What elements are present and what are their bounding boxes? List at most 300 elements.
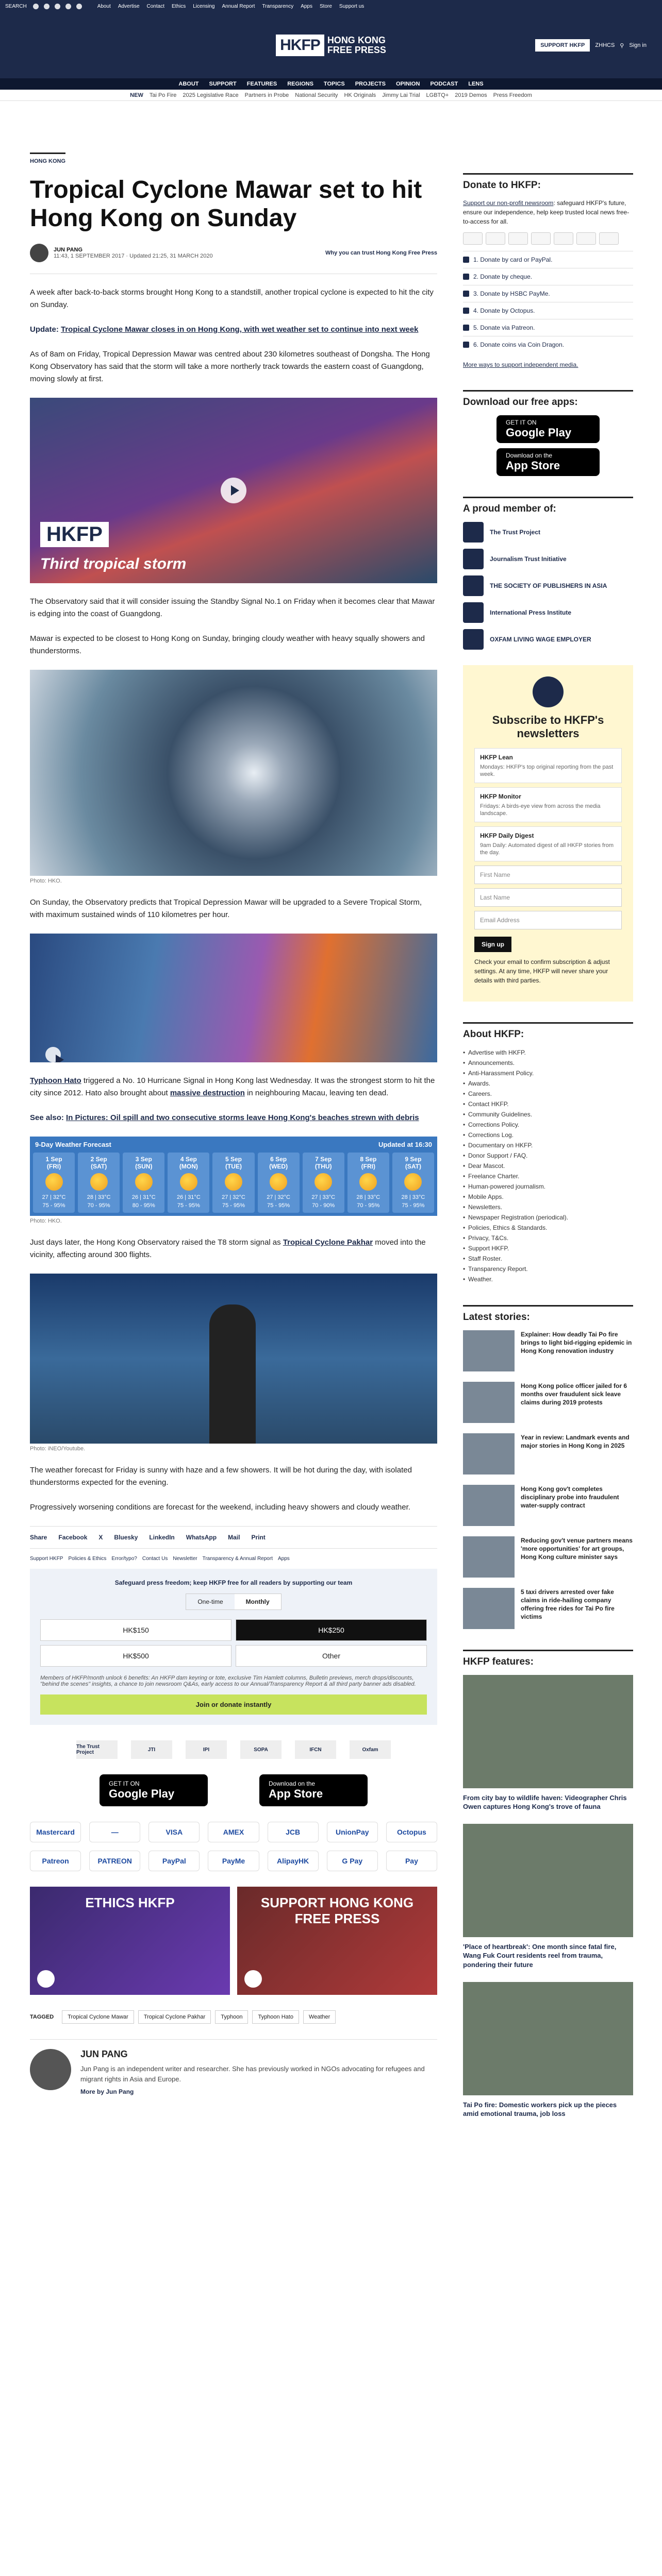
image-caption: Photo: iNEO/Youtube. bbox=[30, 1446, 86, 1452]
trending-link[interactable]: Press Freedom bbox=[493, 92, 532, 98]
forecast-weekday: (SAT) bbox=[405, 1163, 421, 1171]
top-link-1[interactable]: Advertise bbox=[118, 3, 140, 9]
satellite-image bbox=[30, 670, 437, 876]
pakhar-paragraph bbox=[30, 1236, 437, 1261]
newsletter-title: Subscribe to HKFP's newsletters bbox=[492, 714, 604, 740]
about-link[interactable]: • Awards. bbox=[463, 1078, 633, 1089]
payment-logo: Patreon bbox=[30, 1851, 81, 1871]
amount-option[interactable]: HK$150 bbox=[40, 1619, 231, 1641]
donate-option[interactable]: 3. Donate by HSBC PayMe. bbox=[463, 285, 633, 302]
forecast-date: 1 Sep bbox=[45, 1156, 62, 1163]
promo-title: ETHICS HKFP bbox=[85, 1895, 175, 1911]
new-label: NEW bbox=[130, 92, 143, 98]
top-link-9[interactable]: Support us bbox=[339, 3, 365, 9]
paragraph: The Observatory said that it will consider issuing the Standby Signal No.1 on Friday when it becomes clear that Mawar is edging into the coast of Guangdong. bbox=[30, 597, 435, 619]
more-ways-link[interactable]: More ways to support independent media. bbox=[463, 361, 578, 368]
about-link[interactable]: • Careers. bbox=[463, 1089, 633, 1099]
main-nav bbox=[0, 78, 662, 90]
story-headline[interactable]: Year in review: Landmark events and major stories in Hong Kong in 2025 bbox=[521, 1433, 630, 1449]
top-link-6[interactable]: Transparency bbox=[262, 3, 294, 9]
app-stores bbox=[30, 1774, 437, 1806]
forecast-date: 6 Sep bbox=[270, 1156, 287, 1163]
paragraph: The weather forecast for Friday is sunny with haze and a few showers. It will be hot during the day, with isolated thunderstorms expected for the evening. bbox=[30, 1466, 412, 1487]
update-paragraph bbox=[30, 324, 437, 336]
visa-icon bbox=[486, 232, 505, 245]
about-link[interactable]: • Human-powered journalism. bbox=[463, 1181, 633, 1192]
top-link-7[interactable]: Apps bbox=[301, 3, 312, 9]
one-time-option[interactable]: One-time bbox=[197, 1598, 223, 1606]
store-name: App Store bbox=[269, 1787, 323, 1801]
amount-option[interactable]: HK$500 bbox=[40, 1645, 231, 1667]
member-badges bbox=[30, 1740, 437, 1759]
payment-logo: Pay bbox=[386, 1851, 437, 1871]
footer-link[interactable]: Policies & Ethics bbox=[68, 1556, 107, 1562]
latest-story[interactable] bbox=[463, 1382, 633, 1423]
author-box-name[interactable]: JUN PANG bbox=[80, 2049, 128, 2060]
youtube-icon[interactable] bbox=[65, 4, 71, 9]
about-link[interactable]: • Mobile Apps. bbox=[463, 1192, 633, 1202]
top-link-3[interactable]: Ethics bbox=[171, 3, 186, 9]
newsletter-option[interactable] bbox=[474, 787, 622, 822]
amount-option-selected[interactable]: HK$250 bbox=[236, 1619, 427, 1641]
tag-link[interactable]: Tropical Cyclone Pakhar bbox=[138, 2010, 211, 2024]
jcb-icon bbox=[531, 232, 551, 245]
forecast-day bbox=[258, 1153, 300, 1213]
video-logo: HKFP bbox=[40, 522, 109, 547]
forecast-weekday: (FRI) bbox=[46, 1163, 61, 1171]
feature-image[interactable] bbox=[463, 1824, 633, 1937]
forecast-date: 2 Sep bbox=[90, 1156, 107, 1163]
latest-story[interactable] bbox=[463, 1330, 633, 1371]
member-name: THE SOCIETY OF PUBLISHERS IN ASIA bbox=[490, 582, 607, 589]
forecast-updated: Updated at 16:30 bbox=[378, 1141, 432, 1149]
member-logo-icon bbox=[463, 575, 484, 596]
tag-link[interactable]: Tropical Cyclone Mawar bbox=[62, 2010, 134, 2024]
member-logo-icon bbox=[463, 629, 484, 650]
facebook-icon[interactable] bbox=[33, 4, 39, 9]
donate-intro bbox=[463, 198, 633, 226]
about-link[interactable]: • Staff Roster. bbox=[463, 1253, 633, 1264]
last-name-field[interactable]: Last Name bbox=[474, 888, 622, 907]
more-by-author-link[interactable]: More by Jun Pang bbox=[80, 2088, 134, 2096]
story-headline[interactable]: Explainer: How deadly Tai Po fire brings to light bid-rigging epidemic in Hong Kong renovation industry bbox=[521, 1330, 632, 1355]
about-link[interactable]: • Support HKFP. bbox=[463, 1243, 633, 1253]
forecast-date: 5 Sep bbox=[225, 1156, 242, 1163]
hato-link[interactable]: Typhoon Hato bbox=[30, 1076, 81, 1086]
member-org[interactable] bbox=[463, 629, 633, 650]
top-links bbox=[97, 4, 365, 9]
payment-logo: JCB bbox=[268, 1822, 319, 1842]
forecast-humidity: 75 - 95% bbox=[222, 1202, 245, 1209]
member-name: OXFAM LIVING WAGE EMPLOYER bbox=[490, 636, 591, 643]
footer-link[interactable]: Error/typo? bbox=[111, 1556, 137, 1562]
destruction-link[interactable]: massive destruction bbox=[170, 1089, 245, 1098]
trending-link[interactable]: Partners in Probe bbox=[244, 92, 289, 98]
weather-icon bbox=[225, 1173, 242, 1191]
feature-image[interactable] bbox=[463, 1982, 633, 2095]
nav-item-about[interactable]: ABOUT bbox=[178, 81, 199, 87]
nav-item-regions[interactable]: REGIONS bbox=[287, 81, 313, 87]
payment-logo: — bbox=[89, 1822, 140, 1842]
google-play-button[interactable] bbox=[100, 1774, 208, 1806]
share-facebook[interactable]: Facebook bbox=[58, 1534, 88, 1541]
newsletter-note: Check your email to confirm subscription & adjust settings. At any time, HKFP will never share your details with third parties. bbox=[474, 958, 610, 984]
article-footer-links bbox=[30, 1556, 437, 1562]
forecast-date: 8 Sep bbox=[360, 1156, 377, 1163]
member-logo-icon bbox=[463, 549, 484, 569]
see-also-label: See also: bbox=[30, 1113, 67, 1123]
trending-link[interactable]: Tai Po Fire bbox=[149, 92, 177, 98]
member-name: Journalism Trust Initiative bbox=[490, 555, 567, 563]
footer-link[interactable]: Support HKFP bbox=[30, 1556, 63, 1562]
google-play-button[interactable] bbox=[496, 415, 600, 443]
forecast-humidity: 80 - 95% bbox=[132, 1202, 155, 1209]
forecast-temp: 27 | 32°C bbox=[222, 1194, 245, 1201]
newsletter-option[interactable] bbox=[474, 748, 622, 783]
feature-headline[interactable]: 'Place of heartbreak': One month since fatal fire, Wang Fuk Court residents reel from trauma, pondering their future bbox=[463, 1942, 617, 1969]
forecast-date: 9 Sep bbox=[405, 1156, 422, 1163]
tags-label: TAGGED bbox=[30, 2014, 54, 2021]
store-small: Download on the bbox=[506, 452, 553, 459]
member-logo-icon bbox=[463, 602, 484, 623]
author-photo bbox=[30, 2049, 71, 2090]
donate-option[interactable]: 6. Donate coins via Coin Dragon. bbox=[463, 336, 633, 353]
play-icon[interactable] bbox=[45, 1047, 61, 1062]
payment-logo: PATREON bbox=[89, 1851, 140, 1871]
support-hkfp-button[interactable]: SUPPORT HKFP bbox=[535, 39, 590, 52]
hkfp-logo[interactable] bbox=[276, 35, 386, 56]
story-thumbnail[interactable] bbox=[463, 1433, 515, 1475]
site-header bbox=[0, 12, 662, 78]
weather-icon bbox=[359, 1173, 377, 1191]
footer-link[interactable]: Contact Us bbox=[142, 1556, 168, 1562]
footer-link[interactable]: Apps bbox=[277, 1556, 290, 1562]
trending-link[interactable]: 2025 Legislative Race bbox=[183, 92, 239, 98]
share-linkedin[interactable]: LinkedIn bbox=[149, 1534, 175, 1541]
forecast-temp: 26 | 31°C bbox=[131, 1194, 156, 1201]
store-small: GET IT ON bbox=[109, 1780, 140, 1788]
unionpay-icon bbox=[554, 232, 573, 245]
instagram-icon[interactable] bbox=[55, 4, 60, 9]
features-heading: HKFP features: bbox=[463, 1650, 633, 1668]
share-print[interactable]: Print bbox=[251, 1534, 266, 1541]
app-store-button[interactable] bbox=[259, 1774, 368, 1806]
update-label: Update: bbox=[30, 325, 61, 334]
ethics-video[interactable] bbox=[30, 1887, 230, 1995]
forecast-table bbox=[30, 1137, 437, 1216]
author-avatar bbox=[30, 244, 48, 262]
feature-story[interactable] bbox=[463, 1675, 633, 1811]
about-link[interactable]: • Policies, Ethics & Standards. bbox=[463, 1223, 633, 1233]
member-name: International Press Institute bbox=[490, 609, 572, 616]
trending-link[interactable]: 2019 Demos bbox=[455, 92, 487, 98]
top-link-4[interactable]: Licensing bbox=[193, 3, 215, 9]
trending-link[interactable]: LGBTQ+ bbox=[426, 92, 449, 98]
share-share[interactable]: Share bbox=[30, 1534, 47, 1541]
apps-heading: Download our free apps: bbox=[463, 390, 633, 408]
latest-story[interactable] bbox=[463, 1588, 633, 1629]
octopus-icon bbox=[576, 232, 596, 245]
weather-icon bbox=[315, 1173, 332, 1191]
about-link[interactable]: • Anti-Harassment Policy. bbox=[463, 1068, 633, 1078]
linkedin-icon[interactable] bbox=[76, 4, 82, 9]
top-bar bbox=[0, 0, 662, 12]
forecast-temp: 26 | 31°C bbox=[176, 1194, 201, 1201]
paragraph: Mawar is expected to be closest to Hong Kong on Sunday, bringing cloudy weather with heavy squally showers and thunderstorms. bbox=[30, 634, 425, 656]
member-org[interactable] bbox=[463, 575, 633, 596]
about-link[interactable]: • Freelance Charter. bbox=[463, 1171, 633, 1181]
member-badge[interactable]: The Trust Project bbox=[76, 1740, 118, 1759]
share-mail[interactable]: Mail bbox=[228, 1534, 240, 1541]
payment-logo: G Pay bbox=[327, 1851, 378, 1871]
member-org[interactable] bbox=[463, 549, 633, 569]
story-headline[interactable]: Reducing gov't venue partners means 'more opportunities' for art groups, Hong Kong culture minister says bbox=[521, 1536, 633, 1561]
member-org[interactable] bbox=[463, 602, 633, 623]
about-link[interactable]: • Privacy, T&Cs. bbox=[463, 1233, 633, 1243]
story-thumbnail[interactable] bbox=[463, 1588, 515, 1629]
donate-option[interactable]: 2. Donate by cheque. bbox=[463, 268, 633, 285]
donate-option[interactable]: 4. Donate by Octopus. bbox=[463, 302, 633, 319]
forecast-date: 4 Sep bbox=[180, 1156, 197, 1163]
signin-link[interactable]: Sign in bbox=[629, 42, 647, 48]
payment-logo: UnionPay bbox=[327, 1822, 378, 1842]
search-icon[interactable]: ⚲ bbox=[620, 42, 624, 49]
donate-tagline[interactable]: Safeguard press freedom; keep HKFP free for all readers by supporting our team bbox=[114, 1579, 353, 1587]
footer-link[interactable]: Transparency & Annual Report bbox=[202, 1556, 273, 1562]
promo-title: SUPPORT HONG KONG FREE PRESS bbox=[260, 1895, 414, 1927]
signup-button[interactable]: Sign up bbox=[474, 937, 511, 952]
about-link[interactable]: • Documentary on HKFP. bbox=[463, 1140, 633, 1150]
newsletter-desc: Fridays: A birds-eye view from across the media landscape. bbox=[480, 803, 601, 817]
newsletter-option[interactable] bbox=[474, 826, 622, 861]
newsletter-name: HKFP Lean bbox=[480, 753, 513, 761]
latest-story[interactable] bbox=[463, 1433, 633, 1475]
share-whatsapp[interactable]: WhatsApp bbox=[186, 1534, 217, 1541]
video-player[interactable] bbox=[30, 398, 437, 583]
payment-methods bbox=[30, 1822, 437, 1871]
top-link-8[interactable]: Store bbox=[320, 3, 332, 9]
tag-link[interactable]: Typhoon bbox=[215, 2010, 248, 2024]
membership-note: Members of HKFP/month unlock 6 benefits: An HKFP dam keyring or tote, exclusive Tim Hamlett columns, Bulletin previews, merch drops/discounts, "behind the scenes" insights, a chance to join newsroom Q&As, early access to our Annual/Transparency Report & all third party banner ads disabled. bbox=[40, 1675, 416, 1688]
story-headline[interactable]: 5 taxi drivers arrested over fake claims in ride-hailing company offering free rides for Tai Po fire victims bbox=[521, 1588, 615, 1621]
category-label[interactable]: HONG KONG bbox=[30, 152, 65, 164]
nav-item-features[interactable]: FEATURES bbox=[246, 81, 277, 87]
image-caption: Photo: HKO. bbox=[30, 878, 62, 885]
tag-link[interactable]: Typhoon Hato bbox=[252, 2010, 299, 2024]
store-name: App Store bbox=[506, 459, 560, 472]
about-link[interactable]: • Announcements. bbox=[463, 1058, 633, 1068]
member-logo-icon bbox=[463, 522, 484, 543]
latest-story[interactable] bbox=[463, 1485, 633, 1526]
donate-box bbox=[30, 1569, 437, 1725]
social-icons bbox=[33, 4, 82, 9]
donate-intro-link[interactable]: Support our non-profit newsroom bbox=[463, 199, 554, 207]
feature-image[interactable] bbox=[463, 1675, 633, 1788]
store-name: Google Play bbox=[506, 426, 572, 439]
weather-icon bbox=[45, 1173, 63, 1191]
see-also bbox=[30, 1112, 437, 1124]
forecast-temp: 27 | 32°C bbox=[42, 1194, 66, 1201]
forecast-humidity: 75 - 95% bbox=[402, 1202, 425, 1209]
forecast-weekday: (FRI) bbox=[361, 1163, 375, 1171]
forecast-humidity: 75 - 95% bbox=[267, 1202, 290, 1209]
top-link-0[interactable]: About bbox=[97, 3, 111, 9]
paragraph-text: moved into the vicinity, affecting around 300 flights. bbox=[30, 1238, 426, 1260]
presenter-figure bbox=[209, 1304, 256, 1444]
store-name: Google Play bbox=[109, 1787, 175, 1801]
support-video[interactable] bbox=[237, 1887, 437, 1995]
forecast-day bbox=[392, 1153, 434, 1213]
donate-option[interactable]: 1. Donate by card or PayPal. bbox=[463, 251, 633, 268]
tag-link[interactable]: Weather bbox=[303, 2010, 336, 2024]
join-button[interactable]: Join or donate instantly bbox=[40, 1694, 427, 1715]
app-store-button[interactable] bbox=[496, 448, 600, 476]
story-thumbnail[interactable] bbox=[463, 1330, 515, 1371]
card-logos bbox=[463, 232, 633, 245]
member-badge[interactable]: JTI bbox=[131, 1740, 172, 1759]
member-badge[interactable]: IPI bbox=[186, 1740, 227, 1759]
update-link[interactable]: Tropical Cyclone Mawar closes in on Hong Kong, with wet weather set to continue into next week bbox=[61, 325, 419, 334]
member-badge[interactable]: IFCN bbox=[295, 1740, 336, 1759]
forecast-title: 9-Day Weather Forecast bbox=[35, 1141, 111, 1149]
about-link[interactable]: • Newspaper Registration (periodical). bbox=[463, 1212, 633, 1223]
forecast-humidity: 75 - 95% bbox=[177, 1202, 200, 1209]
forecast-temp: 27 | 32°C bbox=[267, 1194, 290, 1201]
forecast-day bbox=[212, 1153, 254, 1213]
trending-link[interactable]: Jimmy Lai Trial bbox=[382, 92, 420, 98]
search-link[interactable]: SEARCH bbox=[5, 3, 27, 9]
play-icon[interactable] bbox=[221, 478, 246, 503]
top-link-5[interactable]: Annual Report bbox=[222, 3, 255, 9]
x-icon[interactable] bbox=[44, 4, 49, 9]
feature-story[interactable] bbox=[463, 1824, 633, 1970]
forecast-date: 3 Sep bbox=[135, 1156, 152, 1163]
author-box bbox=[30, 2039, 437, 2095]
member-org[interactable] bbox=[463, 522, 633, 543]
first-name-field[interactable]: First Name bbox=[474, 866, 622, 884]
play-icon[interactable] bbox=[37, 1970, 55, 1988]
latest-heading: Latest stories: bbox=[463, 1305, 633, 1323]
trust-link[interactable]: Why you can trust Hong Kong Free Press bbox=[325, 250, 437, 257]
top-link-2[interactable]: Contact bbox=[146, 3, 164, 9]
payment-logo: Octopus bbox=[386, 1822, 437, 1842]
forecast-weekday: (TUE) bbox=[225, 1163, 242, 1171]
feature-headline[interactable]: Tai Po fire: Domestic workers pick up the pieces amid emotional trauma, job loss bbox=[463, 2100, 617, 2118]
nav-item-topics[interactable]: TOPICS bbox=[323, 81, 345, 87]
byline bbox=[30, 244, 437, 274]
monthly-option[interactable]: Monthly bbox=[235, 1594, 281, 1609]
forecast-weekday: (MON) bbox=[179, 1163, 198, 1171]
payment-logo: VISA bbox=[148, 1822, 200, 1842]
publish-date: 11:43, 1 SEPTEMBER 2017 · Updated 21:25, 31 MARCH 2020 bbox=[54, 253, 213, 260]
about-link[interactable]: • Weather. bbox=[463, 1274, 633, 1284]
share-x[interactable]: X bbox=[98, 1534, 103, 1541]
forecast-temp: 27 | 33°C bbox=[311, 1194, 336, 1201]
donate-intro-text: : safeguard HKFP's future, ensure our independence, help keep trusted local news free-to-access for all. bbox=[463, 199, 630, 225]
nav-item-opinion[interactable]: OPINION bbox=[395, 81, 420, 87]
paragraph-text: triggered a No. 10 Hurricane Signal in Hong Kong last Wednesday. It was the strongest storm to hit the city since 2012. Hato also brought about bbox=[30, 1076, 435, 1098]
newsletter-name: HKFP Monitor bbox=[480, 792, 521, 800]
about-link[interactable]: • Contact HKFP. bbox=[463, 1099, 633, 1109]
about-link[interactable]: • Community Guidelines. bbox=[463, 1109, 633, 1120]
paragraph: On Sunday, the Observatory predicts that Tropical Depression Mawar will be upgraded to a Severe Tropical Storm, with maximum sustained winds of 110 kilometres per hour. bbox=[30, 898, 422, 920]
logo-line1: HONG KONG bbox=[327, 35, 386, 46]
nav-item-lens[interactable]: LENS bbox=[468, 81, 484, 87]
nav-item-projects[interactable]: PROJECTS bbox=[355, 81, 386, 87]
forecast-day bbox=[168, 1153, 209, 1213]
forecast-weekday: (THU) bbox=[315, 1163, 332, 1171]
image-caption: Photo: HKO. bbox=[30, 1218, 62, 1225]
about-heading: About HKFP: bbox=[463, 1022, 633, 1040]
newsletter-box bbox=[463, 665, 633, 1002]
author-name[interactable]: JUN PANG bbox=[54, 247, 83, 253]
nav-item-podcast[interactable]: PODCAST bbox=[430, 81, 458, 87]
about-link[interactable]: • Advertise with HKFP. bbox=[463, 1047, 633, 1058]
member-name: The Trust Project bbox=[490, 529, 541, 536]
news-video[interactable] bbox=[30, 1274, 437, 1444]
article bbox=[30, 152, 437, 2131]
about-link[interactable]: • Donor Support / FAQ. bbox=[463, 1150, 633, 1161]
logo-box: HKFP bbox=[276, 35, 324, 56]
email-field[interactable]: Email Address bbox=[474, 911, 622, 929]
forecast-humidity: 70 - 95% bbox=[357, 1202, 380, 1209]
forecast-day bbox=[347, 1153, 389, 1213]
member-heading: A proud member of: bbox=[463, 497, 633, 515]
story-headline[interactable]: Hong Kong police officer jailed for 6 months over fraudulent sick leave claims during 2019 protests bbox=[521, 1382, 627, 1406]
nav-item-support[interactable]: SUPPORT bbox=[209, 81, 237, 87]
latest-story[interactable] bbox=[463, 1536, 633, 1578]
story-headline[interactable]: Hong Kong gov't completes disciplinary probe into fraudulent water-supply contract bbox=[521, 1485, 619, 1510]
forecast-temp: 28 | 33°C bbox=[356, 1194, 380, 1201]
story-thumbnail[interactable] bbox=[463, 1485, 515, 1526]
member-badge[interactable]: SOPA bbox=[240, 1740, 282, 1759]
about-link[interactable]: • Newsletters. bbox=[463, 1202, 633, 1212]
story-thumbnail[interactable] bbox=[463, 1536, 515, 1578]
about-link[interactable]: • Corrections Log. bbox=[463, 1130, 633, 1140]
store-small: Download on the bbox=[269, 1780, 316, 1788]
story-thumbnail[interactable] bbox=[463, 1382, 515, 1423]
forecast-date: 7 Sep bbox=[315, 1156, 332, 1163]
about-link[interactable]: • Dear Mascot. bbox=[463, 1161, 633, 1171]
weather-icon bbox=[135, 1173, 153, 1191]
trending-link[interactable]: HK Originals bbox=[344, 92, 376, 98]
donate-option[interactable]: 5. Donate via Patreon. bbox=[463, 319, 633, 336]
share-bluesky[interactable]: Bluesky bbox=[114, 1534, 138, 1541]
trending-link[interactable]: National Security bbox=[295, 92, 338, 98]
weather-icon bbox=[404, 1173, 422, 1191]
see-also-link[interactable]: In Pictures: Oil spill and two consecutive storms leave Hong Kong's beaches strewn with debris bbox=[66, 1113, 419, 1123]
member-badge[interactable]: Oxfam bbox=[350, 1740, 391, 1759]
forecast-day bbox=[303, 1153, 344, 1213]
about-link[interactable]: • Transparency Report. bbox=[463, 1264, 633, 1274]
forecast-day bbox=[33, 1153, 75, 1213]
amount-option-other[interactable]: Other bbox=[236, 1645, 427, 1667]
newsletter-desc: 9am Daily: Automated digest of all HKFP stories from the day. bbox=[480, 842, 614, 856]
hato-paragraph bbox=[30, 1075, 437, 1099]
payment-logo: Mastercard bbox=[30, 1822, 81, 1842]
paragraph-text: in neighbouring Macau, leaving ten dead. bbox=[244, 1089, 389, 1098]
feature-headline[interactable]: From city bay to wildlife haven: Videographer Chris Owen captures Hong Kong's trove of fauna bbox=[463, 1793, 627, 1811]
about-link[interactable]: • Corrections Policy. bbox=[463, 1120, 633, 1130]
pakhar-link[interactable]: Tropical Cyclone Pakhar bbox=[283, 1238, 373, 1247]
wind-map-video[interactable] bbox=[30, 934, 437, 1062]
feature-story[interactable] bbox=[463, 1982, 633, 2119]
play-icon[interactable] bbox=[244, 1970, 262, 1988]
paragraph: As of 8am on Friday, Tropical Depression Mawar was centred about 230 kilometres southeast of Dongsha. The Hong Kong Observatory has said that the storm will take a more northerly track towards the eastern coast of Guangdong, moving slowly at first. bbox=[30, 350, 430, 384]
language-switch[interactable]: ZHHCS bbox=[595, 42, 615, 48]
paragraph-text: Just days later, the Hong Kong Observatory raised the T8 storm signal as bbox=[30, 1238, 283, 1247]
footer-link[interactable]: Newsletter bbox=[173, 1556, 197, 1562]
